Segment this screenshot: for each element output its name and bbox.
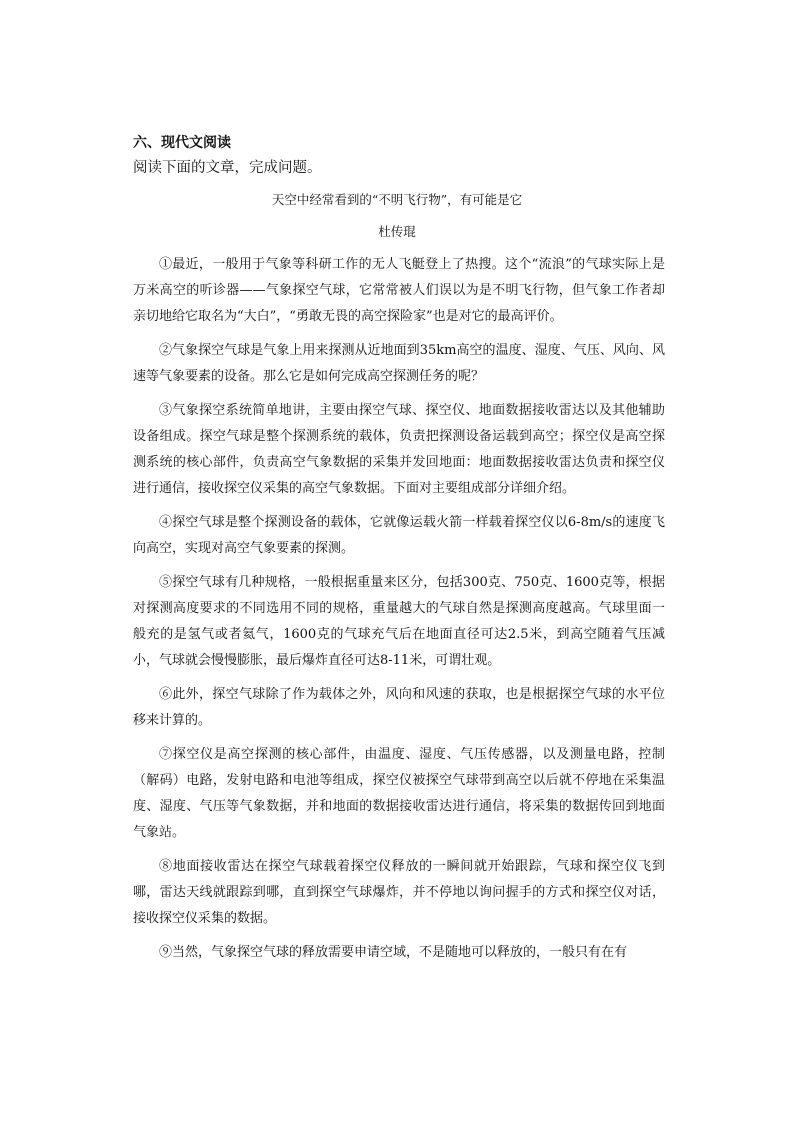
article-body — [133, 252, 665, 974]
paragraph-4: ④探空气球是整个探测设备的载体，它就像运载火箭一样载着探空仪以6-8m/s的速度飞向高空，实现对高空气象要素的探测。 — [133, 515, 665, 556]
question-instruction: 阅读下面的文章，完成问题。 — [133, 160, 322, 176]
paragraph-7: ⑦探空仪是高空探测的核心部件，由温度、湿度、气压传感器，以及测量电路，控制（解码）电路，发射电路和电池等组成，探空仪被探空气球带到高空以后就不停地在采集温度、湿度、气压等气象数据，并和地面的数据接收雷达进行通信，将采集的数据传回到地面气象站。 — [133, 747, 665, 840]
article-author: 杜传琨 — [378, 224, 416, 239]
paragraph-5: ⑤探空气球有几种规格，一般根据重量来区分，包括300克、750克、1600克等，根据对探测高度要求的不同选用不同的规格，重量越大的气球自然是探测高度越高。气球里面一般充的是氢气或者氦气，1600克的气球充气后在地面直径可达2.5米，到高空随着气压减小，气球就会慢慢膨胀，最后爆炸直径可达8-11米，可谓壮观。 — [133, 575, 665, 668]
section-title: 六、现代文阅读 — [133, 135, 231, 151]
paragraph-9: ⑨当然，气象探空气球的释放需要申请空域，不是随地可以释放的，一般只有在有 — [159, 945, 628, 960]
paragraph-8: ⑧地面接收雷达在探空气球载着探空仪释放的一瞬间就开始跟踪，气球和探空仪飞到哪，雷达天线就跟踪到哪，直到探空气球爆炸，并不停地以询问握手的方式和探空仪对话，接收探空仪采集的数据。 — [133, 859, 665, 926]
paragraph-3: ③气象探空系统简单地讲，主要由探空气球、探空仪、地面数据接收雷达以及其他辅助设备组成。探空气球是整个探测系统的载体，负责把探测设备运载到高空；探空仪是高空探测系统的核心部件，负责高空气象数据的采集并发回地面：地面数据接收雷达负责和探空仪进行通信，接收探空仪采集的高空气象数据。下面对主要组成部分详细介绍。 — [133, 403, 665, 496]
paragraph-6: ⑥此外，探空气球除了作为载体之外，风向和风速的获取，也是根据探空气球的水平位移来计算的。 — [133, 687, 665, 728]
article-title: 天空中经常看到的“不明飞行物”，有可能是它 — [271, 192, 523, 207]
paragraph-2: ②气象探空气球是气象上用来探测从近地面到35km高空的温度、湿度、气压、风向、风速等气象要素的设备。那么它是如何完成高空探测任务的呢？ — [133, 343, 665, 384]
paragraph-1: ①最近，一般用于气象等科研工作的无人飞艇登上了热搜。这个“流浪”的气球实际上是万米高空的听诊器——气象探空气球，它常常被人们误以为是不明飞行物，但气象工作者却亲切地给它取名为“大白”，“勇敢无畏的高空探险家”也是对它的最高评价。 — [133, 257, 665, 324]
